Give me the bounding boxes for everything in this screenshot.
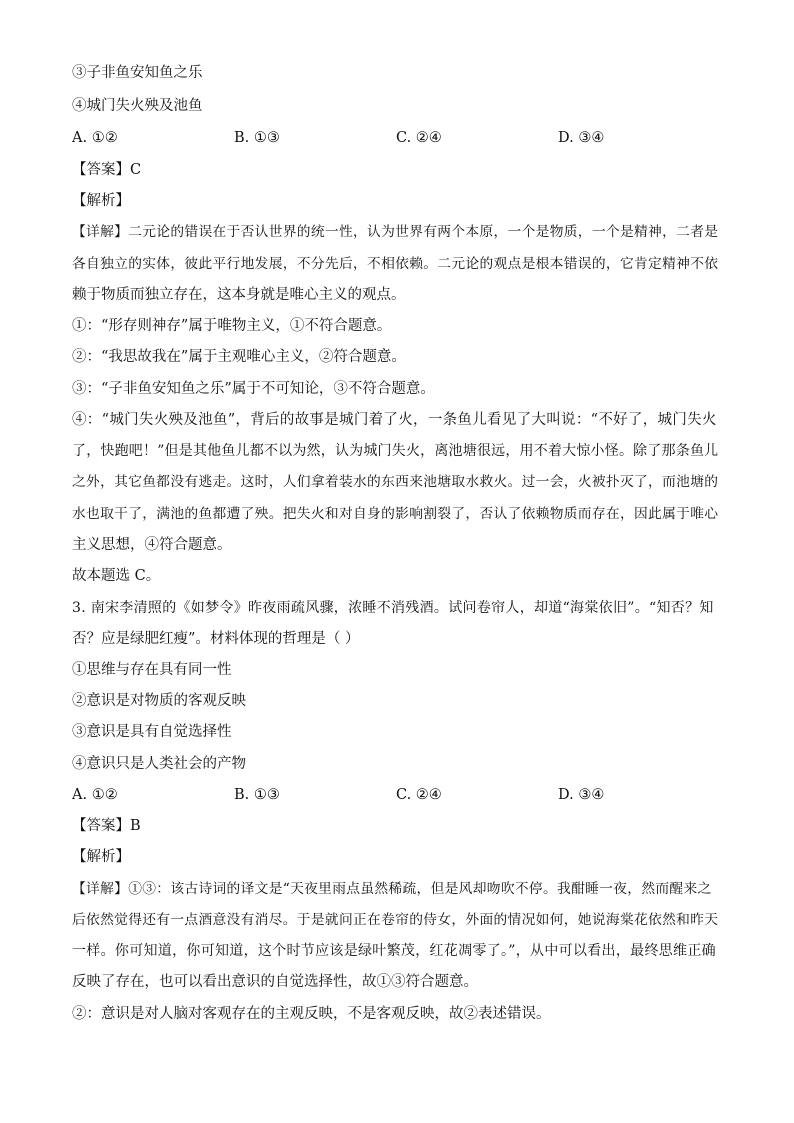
q2-detail-line: ①：“形存则神存”属于唯物主义，①不符合题意。 — [72, 318, 392, 334]
q2-detail-line: 之外，其它鱼都没有逃走。这时，人们拿着装水的东西来池塘取水救火。过一会，火被扑灭了，而池塘的 — [72, 474, 719, 490]
q2-analysis-label: 【解析】 — [72, 193, 130, 209]
q3-item-2: ②意识是对物质的客观反映 — [72, 693, 246, 709]
q2-option-c: C. ②④ — [396, 130, 442, 146]
q3-detail-line: ②：意识是对人脑对客观存在的主观反映，不是客观反映，故②表述错误。 — [72, 1006, 551, 1022]
q2-detail-line: ③：“子非鱼安知鱼之乐”属于不可知论，③不符合题意。 — [72, 381, 435, 397]
q2-options — [72, 128, 722, 148]
q2-item-4: ④城门失火殃及池鱼 — [72, 98, 203, 114]
q2-option-d: D. ③④ — [558, 130, 605, 146]
q3-detail-line: 后依然觉得还有一点酒意没有消尽。于是就问正在卷帘的侍女，外面的情况如何，她说海棠花依然和昨天 — [72, 912, 719, 928]
q2-option-a: A. ①② — [72, 130, 118, 146]
q3-detail-line: 一样。你可知道，你可知道，这个时节应该是绿叶繁茂，红花凋零了。”，从中可以看出，最终思维正确 — [72, 943, 716, 959]
q2-detail-line: 各自独立的实体，彼此平行地发展，不分先后，不相依赖。二元论的观点是根本错误的，它肯定精神不依 — [72, 256, 719, 272]
q3-detail-line: 反映了存在，也可以看出意识的自觉选择性，故①③符合题意。 — [72, 974, 478, 990]
q3-option-a: A. ①② — [72, 787, 118, 803]
q2-detail-line: 【详解】二元论的错误在于否认世界的统一性，认为世界有两个本原，一个是物质，一个是精神，二者是 — [72, 224, 719, 240]
q3-detail-line: 【详解】①③：该古诗词的译文是“天夜里雨点虽然稀疏，但是风却吻吹不停。我酣睡一夜，然而醒来之 — [72, 881, 712, 897]
q3-item-4: ④意识只是人类社会的产物 — [72, 756, 246, 772]
q3-option-d: D. ③④ — [558, 787, 605, 803]
q3-answer: 【答案】B — [72, 818, 141, 834]
q3-stem-line: 否？应是绿肥红瘦”。材料体现的哲理是（ ） — [72, 631, 360, 647]
q2-conclusion: 故本题选 C。 — [72, 568, 161, 584]
q2-detail-line: 了，快跑吧！”但是其他鱼儿都不以为然，认为城门失火，离池塘很远，用不着大惊小怪。除了那条鱼儿 — [72, 443, 719, 459]
q3-stem-line: 3. 南宋李清照的《如梦令》昨夜雨疏风骤，浓睡不消残酒。试问卷帘人，却道“海棠依旧”。“知否？知 — [72, 600, 714, 616]
q2-detail-line: 赖于物质而独立存在，这本身就是唯心主义的观点。 — [72, 287, 406, 303]
q2-answer: 【答案】C — [72, 162, 142, 178]
q2-detail-line: ④：“城门失火殃及池鱼”，背后的故事是城门着了火，一条鱼儿看见了大叫说：“不好了，城门失火 — [72, 412, 717, 428]
q3-option-b: B. ①③ — [234, 787, 280, 803]
q2-detail-line: 水也取干了，满池的鱼都遭了殃。把失火和对自身的影响割裂了，否认了依赖物质而存在，因此属于唯心 — [72, 506, 719, 522]
q3-item-3: ③意识是具有自觉选择性 — [72, 724, 232, 740]
q2-detail-line: 主义思想，④符合题意。 — [72, 537, 232, 553]
q3-item-1: ①思维与存在具有同一性 — [72, 662, 232, 678]
q2-option-b: B. ①③ — [234, 130, 280, 146]
q3-options — [72, 785, 722, 805]
q2-item-3: ③子非鱼安知鱼之乐 — [72, 65, 203, 81]
q2-detail-line: ②：“我思故我在”属于主观唯心主义，②符合题意。 — [72, 349, 406, 365]
q3-analysis-label: 【解析】 — [72, 849, 130, 865]
q3-option-c: C. ②④ — [396, 787, 442, 803]
